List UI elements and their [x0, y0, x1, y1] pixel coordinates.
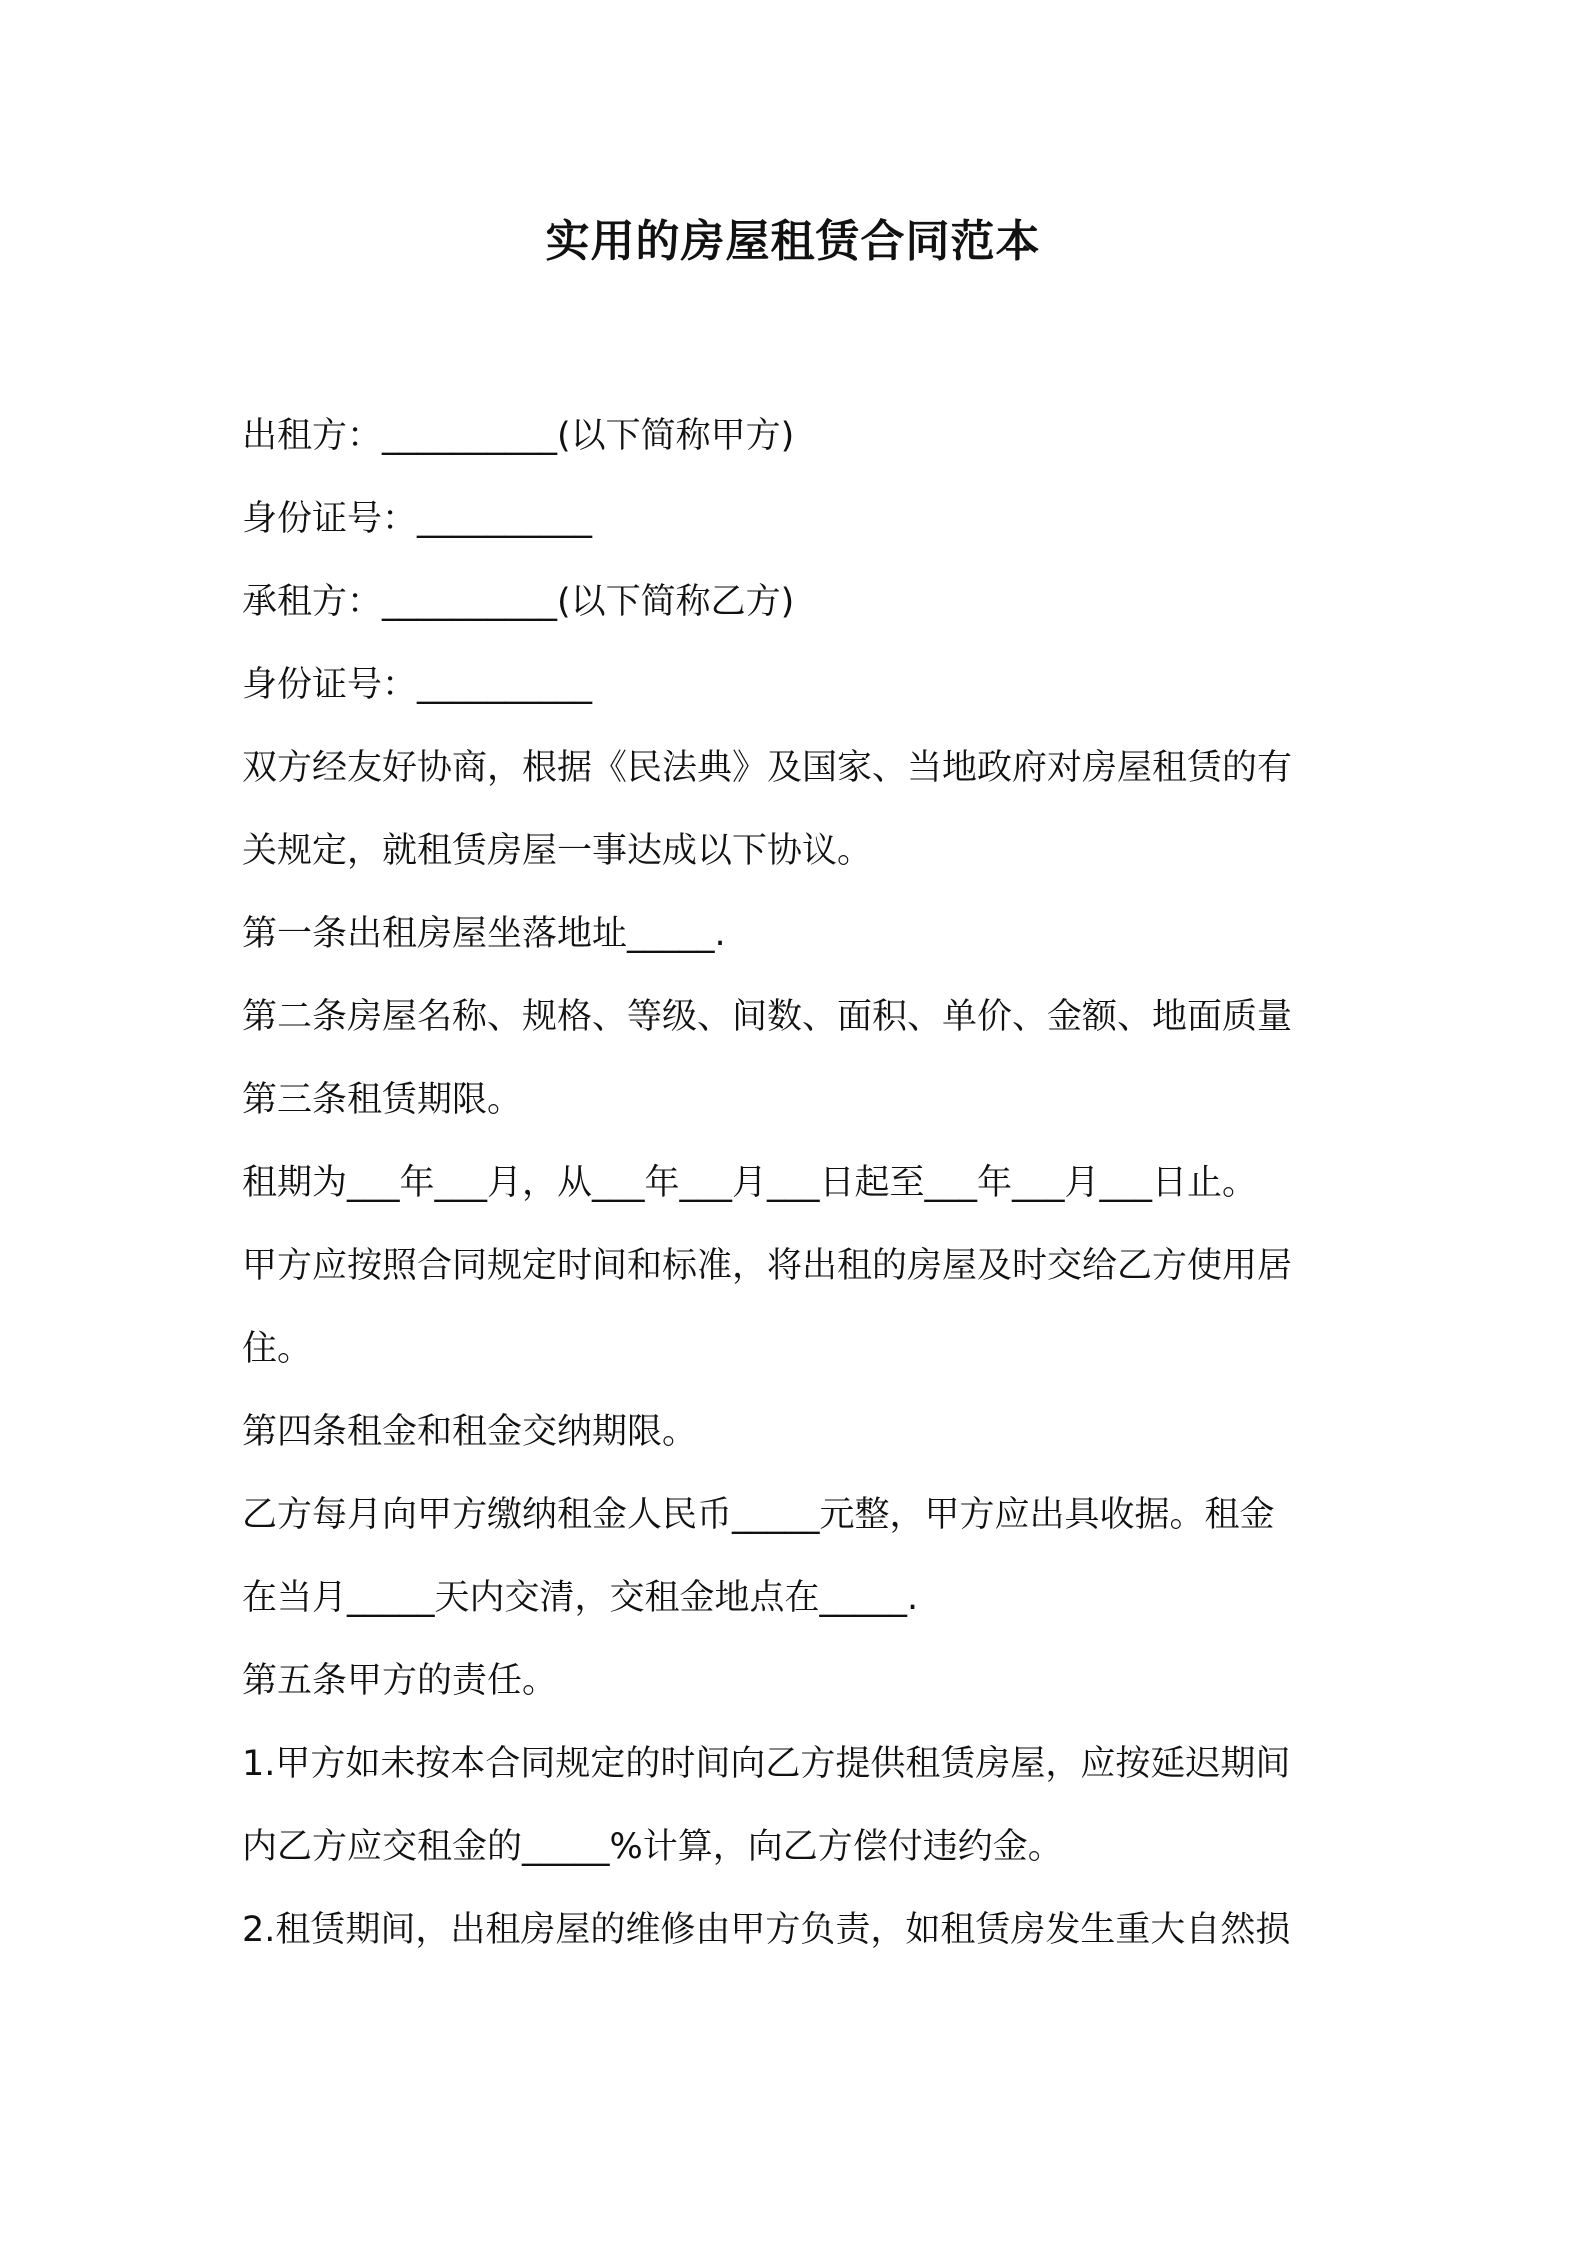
- preamble-line-2: 关规定，就租赁房屋一事达成以下协议。: [242, 831, 873, 871]
- lessee-id-line: 身份证号：__________: [242, 665, 593, 705]
- lessee-line: 承租方：__________(以下简称乙方): [242, 582, 795, 622]
- article-5-heading: 第五条甲方的责任。: [242, 1661, 558, 1701]
- clause-1-line-1: 1.甲方如未按本合同规定的时间向乙方提供租赁房屋，应按延迟期间: [242, 1744, 1291, 1784]
- delivery-line-1: 甲方应按照合同规定时间和标准，将出租的房屋及时交给乙方使用居: [242, 1246, 1293, 1286]
- document-title: 实用的房屋租赁合同范本: [545, 216, 1041, 267]
- clause-1-line-2: 内乙方应交租金的_____%计算，向乙方偿付违约金。: [242, 1827, 1063, 1867]
- lessor-line: 出租方：__________(以下简称甲方): [242, 416, 795, 456]
- article-4-heading: 第四条租金和租金交纳期限。: [242, 1412, 698, 1452]
- rent-line-1: 乙方每月向甲方缴纳租金人民币_____元整，甲方应出具收据。租金: [242, 1495, 1275, 1535]
- rent-line-2: 在当月_____天内交清，交租金地点在_____.: [242, 1578, 919, 1618]
- lessor-id-line: 身份证号：__________: [242, 499, 593, 539]
- preamble-line-1: 双方经友好协商，根据《民法典》及国家、当地政府对房屋租赁的有: [242, 748, 1293, 788]
- delivery-line-2: 住。: [242, 1329, 313, 1369]
- lease-term-line: 租期为___年___月，从___年___月___日起至___年___月___日止。: [242, 1163, 1258, 1203]
- article-2-line: 第二条房屋名称、规格、等级、间数、面积、单价、金额、地面质量: [242, 997, 1293, 1037]
- article-3-heading: 第三条租赁期限。: [242, 1080, 523, 1120]
- article-1-line: 第一条出租房屋坐落地址_____.: [242, 914, 726, 954]
- clause-2-line-1: 2.租赁期间，出租房屋的维修由甲方负责，如租赁房发生重大自然损: [242, 1910, 1291, 1950]
